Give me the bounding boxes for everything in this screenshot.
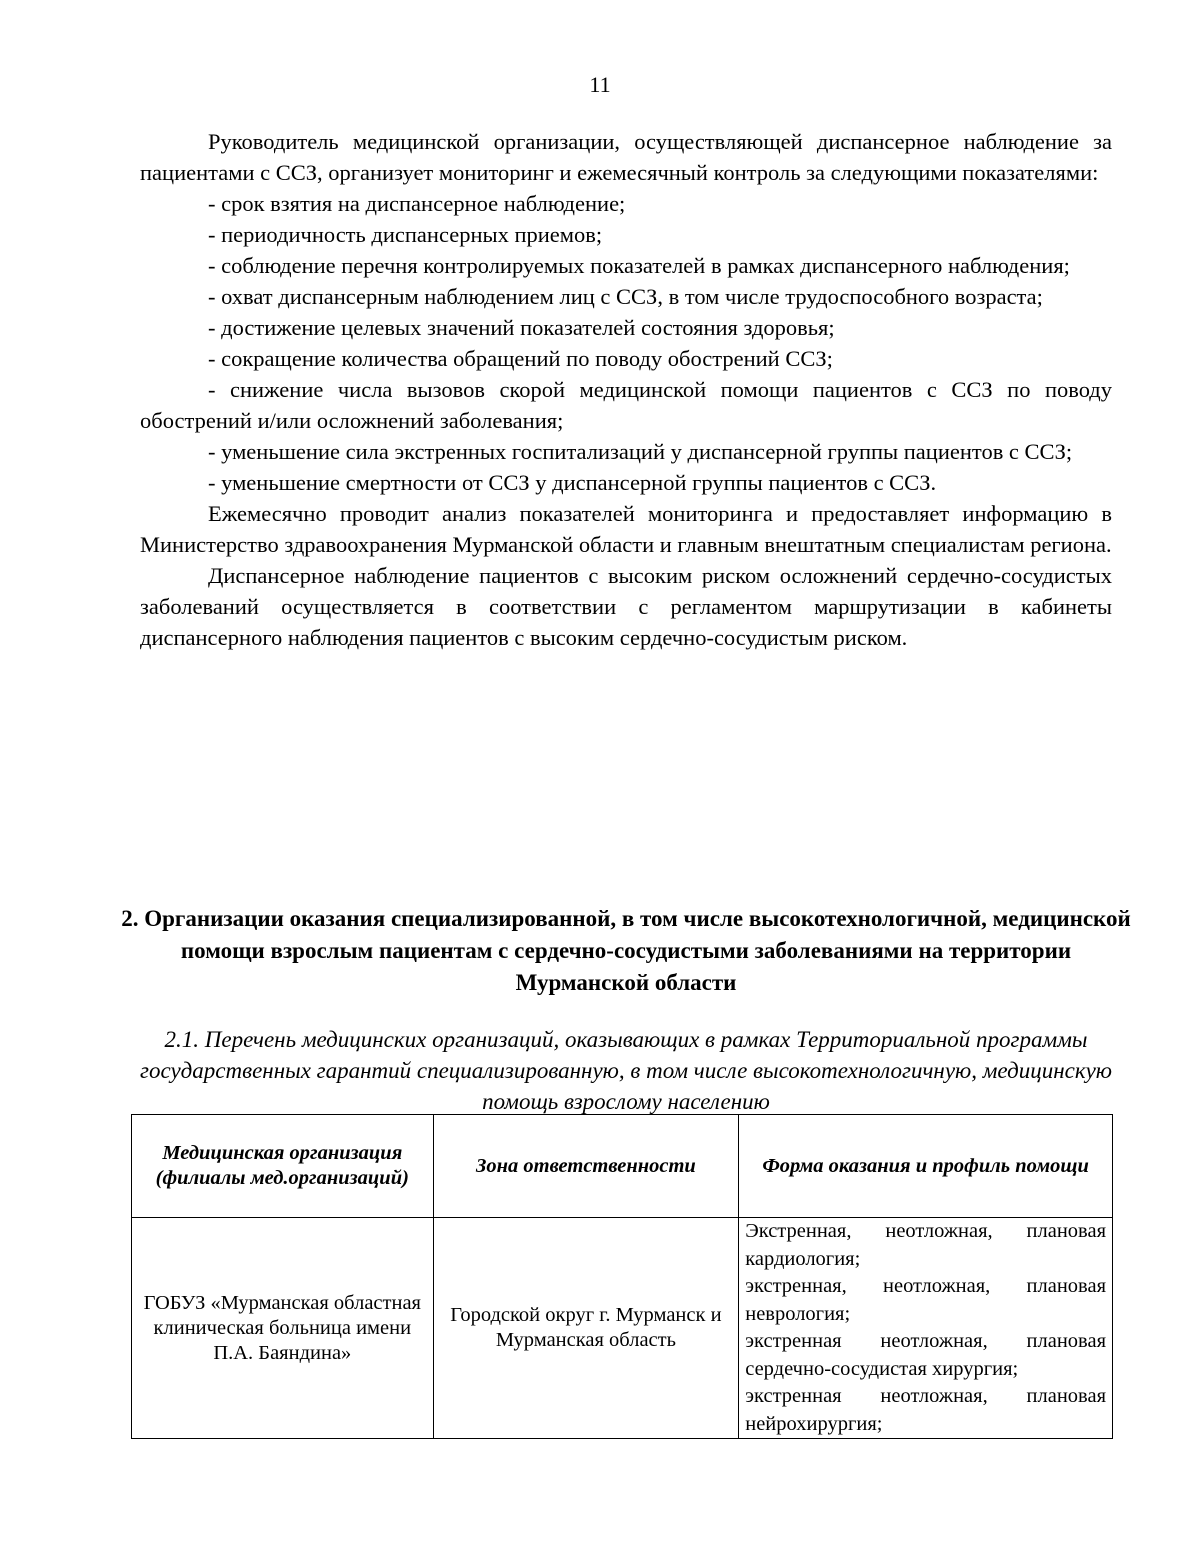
body-text xyxy=(140,126,1112,653)
care-line: неврология; xyxy=(745,1302,851,1325)
list-item-term: - срок взятия на диспансерное наблюдение; xyxy=(208,191,626,216)
header-care-form: Форма оказания и профиль помощи xyxy=(739,1115,1113,1218)
care-line: сердечно-сосудистая хирургия; xyxy=(745,1357,1019,1380)
list-item-mortality: - уменьшение смертности от ССЗ у диспансерной группы пациентов с ССЗ. xyxy=(208,470,937,495)
cell-organization: ГОБУЗ «Мурманская областная клиническая больница имени П.А. Баяндина» xyxy=(132,1218,434,1439)
cell-care-form xyxy=(739,1218,1113,1439)
care-line: экстренная неотложная, плановая xyxy=(745,1385,1106,1407)
table-row xyxy=(132,1218,1113,1439)
care-line: нейрохирургия; xyxy=(745,1412,883,1435)
list-item-frequency: - периодичность диспансерных приемов; xyxy=(208,222,603,247)
paragraph-high-risk: Диспансерное наблюдение пациентов с высоким риском осложнений сердечно-сосудистых заболеваний осуществляется в соответствии с регламентом маршрутизации в кабинеты диспансерного наблюдения пациентов с высоким сердечно-сосудистым риском. xyxy=(140,563,1112,650)
list-item-hospitalizations: - уменьшение сила экстренных госпитализаций у диспансерной группы пациентов с ССЗ; xyxy=(208,439,1073,464)
section-heading: 2. Организации оказания специализированной, в том числе высокотехнологичной, медицинской помощи взрослым пациентам с сердечно-сосудистыми заболеваниями на территории Мурманской области xyxy=(121,906,1131,995)
organizations-table xyxy=(131,1114,1113,1439)
list-item-ambulance: - снижение числа вызовов скорой медицинской помощи пациентов с ССЗ по поводу обострений и/или осложнений заболевания; xyxy=(140,377,1112,433)
header-organization: Медицинская организация (филиалы мед.организаций) xyxy=(132,1115,434,1218)
list-item-targets: - достижение целевых значений показателей состояния здоровья; xyxy=(208,315,835,340)
list-item-visits: - сокращение количества обращений по поводу обострений ССЗ; xyxy=(208,346,833,371)
list-item-indicators: - соблюдение перечня контролируемых показателей в рамках диспансерного наблюдения; xyxy=(208,253,1070,278)
table-header-row xyxy=(132,1115,1113,1218)
paragraph-intro: Руководитель медицинской организации, осуществляющей диспансерное наблюдение за пациентами с ССЗ, организует мониторинг и ежемесячный контроль за следующими показателями: xyxy=(140,129,1112,185)
care-line: кардиология; xyxy=(745,1247,861,1270)
list-item-coverage: - охват диспансерным наблюдением лиц с ССЗ, в том числе трудоспособного возраста; xyxy=(208,284,1043,309)
subsection-heading: 2.1. Перечень медицинских организаций, оказывающих в рамках Территориальной программы государственных гарантий специализированную, в том числе высокотехнологичную, медицинскую помощь взрослому населению xyxy=(139,1027,1113,1114)
paragraph-monthly-analysis: Ежемесячно проводит анализ показателей мониторинга и предоставляет информацию в Министерство здравоохранения Мурманской области и главным внештатным специалистам региона. xyxy=(140,501,1112,557)
care-line: Экстренная, неотложная, плановая xyxy=(745,1220,1106,1242)
page-number: 11 xyxy=(589,72,611,97)
care-line: экстренная, неотложная, плановая xyxy=(745,1275,1106,1297)
cell-zone: Городской округ г. Мурманск и Мурманская область xyxy=(433,1218,739,1439)
care-line: экстренная неотложная, плановая xyxy=(745,1330,1106,1352)
header-zone: Зона ответственности xyxy=(433,1115,739,1218)
